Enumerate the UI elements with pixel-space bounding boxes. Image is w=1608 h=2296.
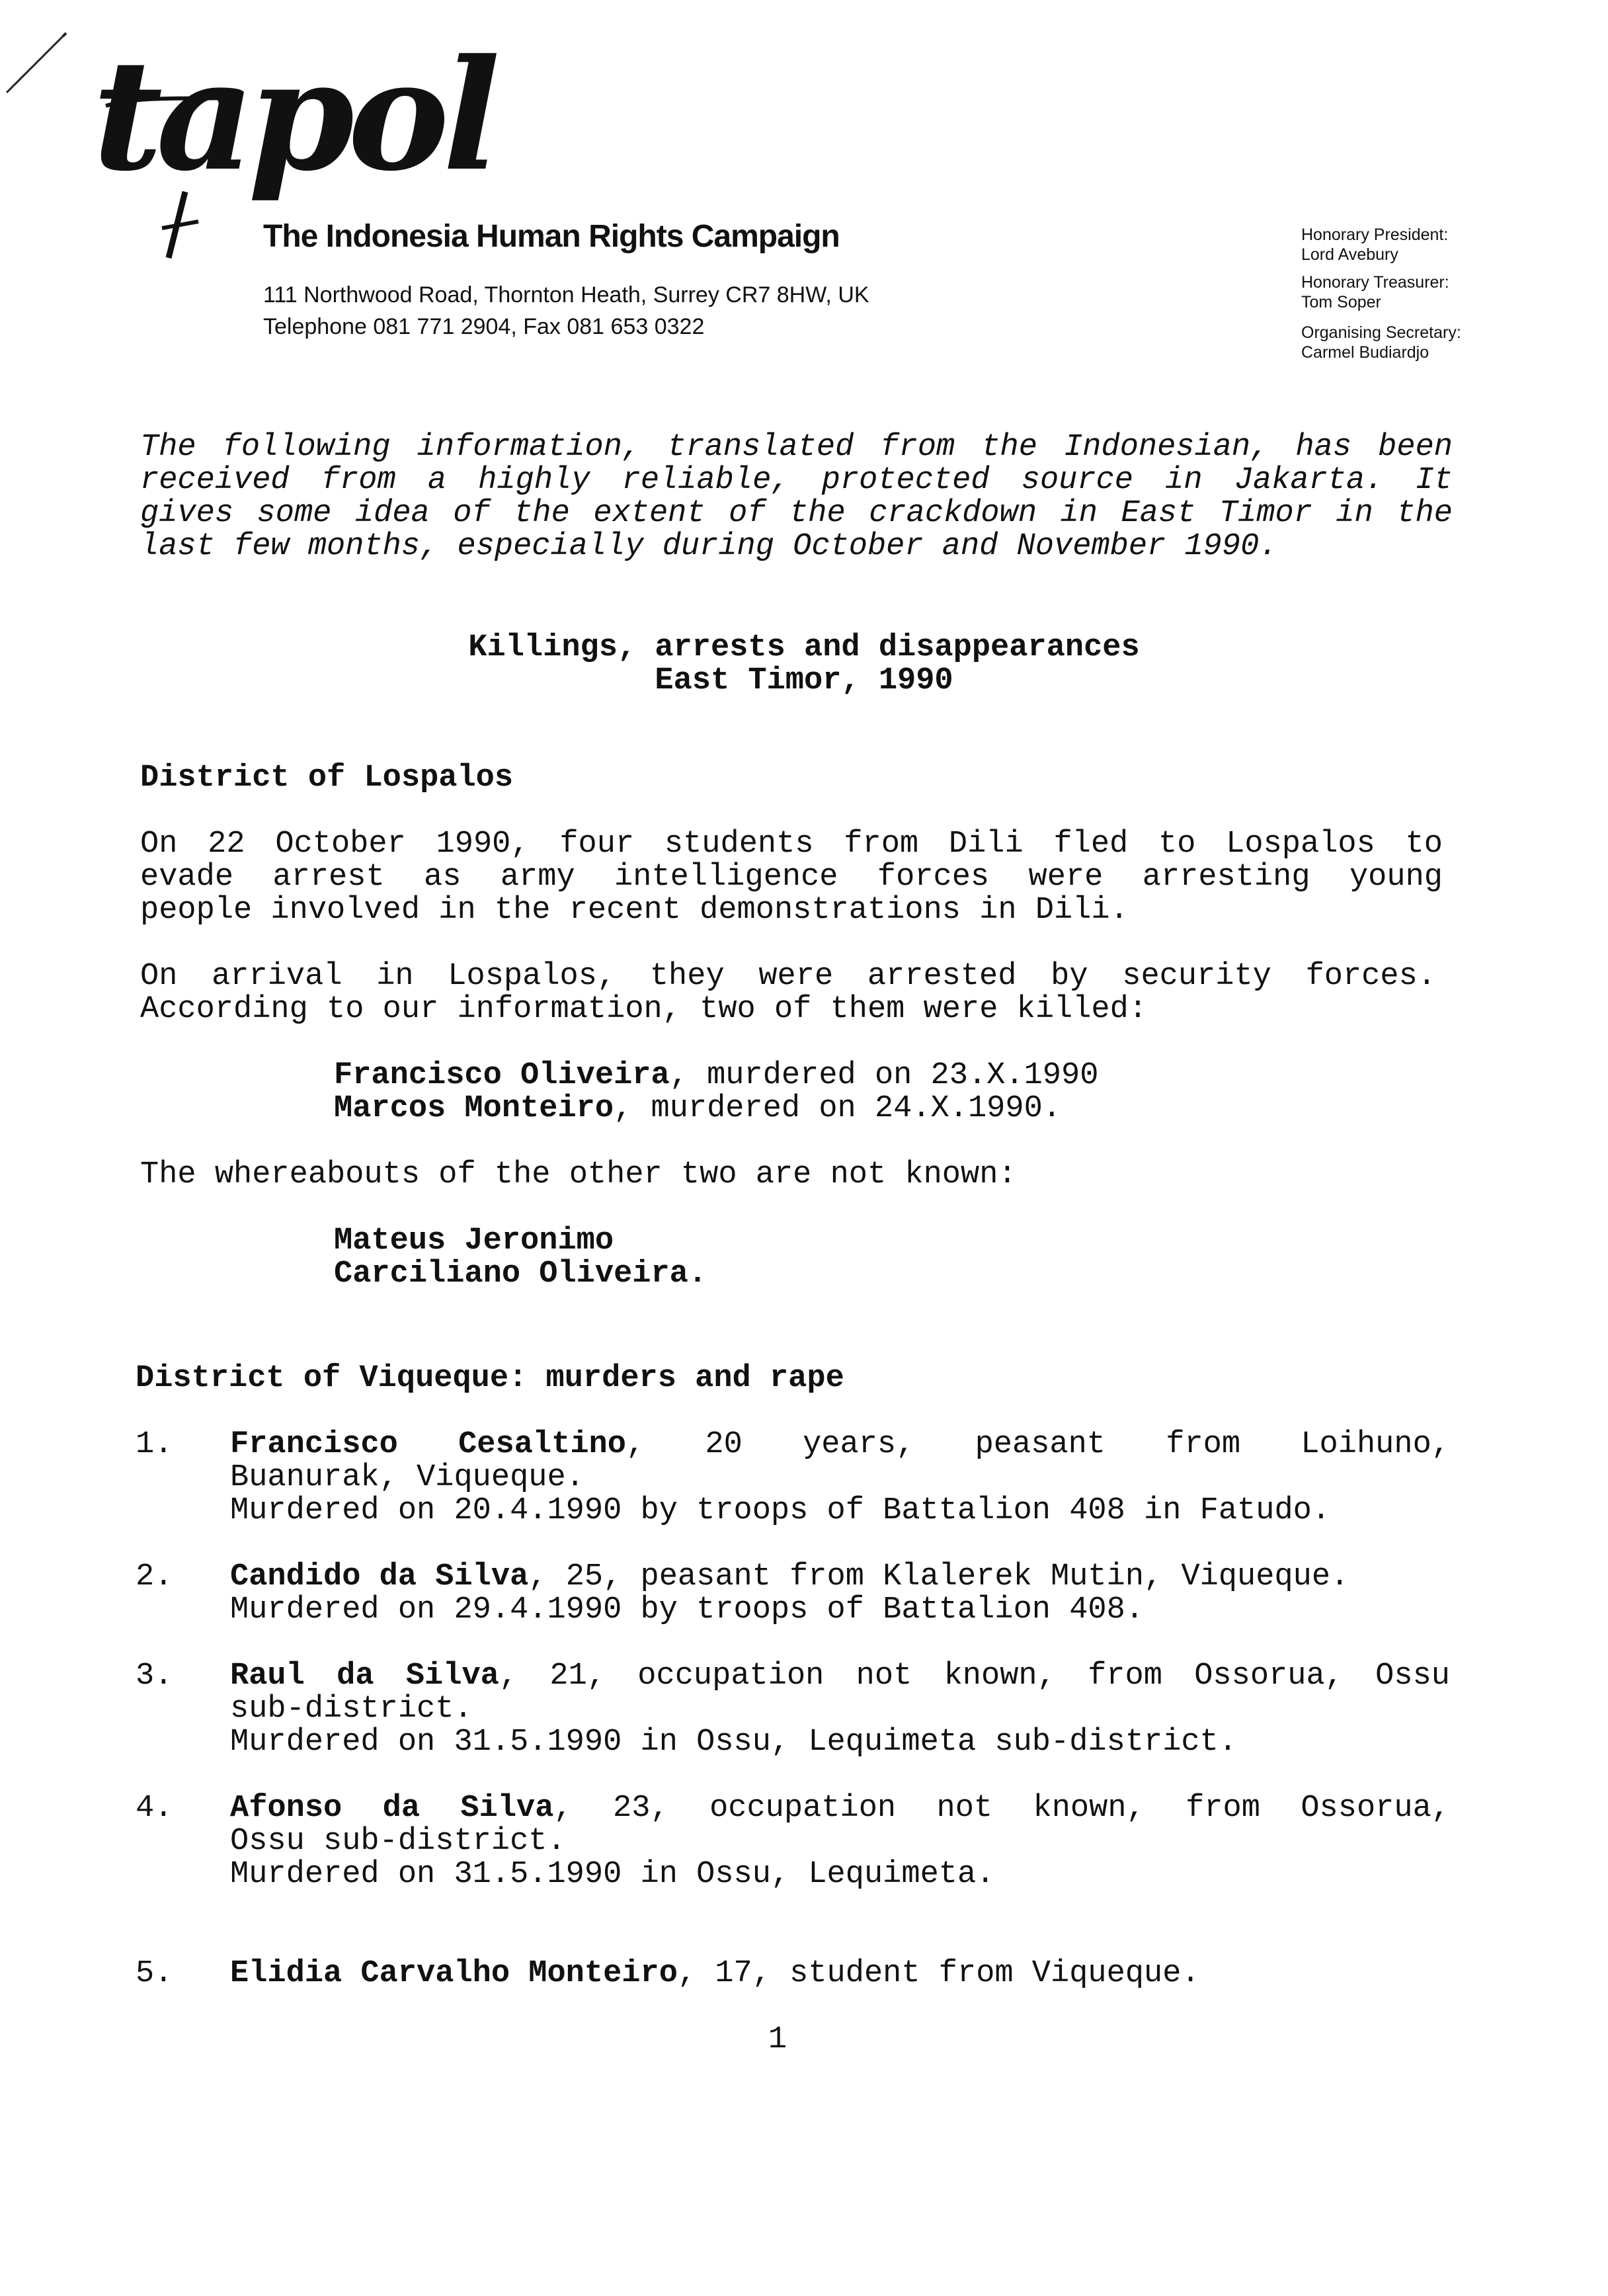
org-name: The Indonesia Human Rights Campaign	[263, 219, 840, 254]
item-line: Murdered on 29.4.1990 by troops of Battalion 408.	[230, 1592, 1145, 1627]
officer-role: Organising Secretary:	[1301, 323, 1461, 342]
lospalos-unknown-intro: The whereabouts of the other two are not known:	[140, 1157, 1017, 1192]
officer-role: Honorary President:	[1301, 226, 1449, 244]
item-body	[230, 1428, 1450, 1528]
item-line: sub-district.	[230, 1692, 473, 1727]
list-item	[334, 1059, 1098, 1092]
item-line	[230, 1428, 1450, 1461]
item-line: Buanurak, Viqueque.	[230, 1460, 584, 1495]
item-body	[230, 1957, 1450, 1990]
item-number: 2.	[136, 1559, 173, 1594]
officer-name: Lord Avebury	[1301, 245, 1398, 264]
person-detail: , 23, occupation not known, from Ossorua,	[553, 1791, 1450, 1826]
item-line: Ossu sub-district.	[230, 1824, 566, 1859]
person-detail: , 21, occupation not known, from Ossorua, Ossu	[499, 1659, 1450, 1694]
lospalos-killed-list	[334, 1059, 1098, 1126]
item-line: Murdered on 31.5.1990 in Ossu, Lequimeta.	[230, 1857, 995, 1892]
paragraph-line: people involved in the recent demonstrations in Dili.	[140, 893, 1129, 928]
person-name: Elidia Carvalho Monteiro	[230, 1956, 678, 1991]
item-line	[230, 1561, 1450, 1594]
paragraph-line: On 22 October 1990, four students from Dili fled to Lospalos to	[140, 827, 1443, 862]
paragraph-line: evade arrest as army intelligence forces were arresting young	[140, 860, 1443, 895]
person-detail: , murdered on 23.X.1990	[669, 1058, 1099, 1093]
officer-name: Carmel Budiardjo	[1301, 343, 1429, 362]
item-number: 3.	[136, 1659, 173, 1694]
section-heading-viqueque: District of Viqueque: murders and rape	[136, 1361, 844, 1396]
intro-paragraph	[140, 431, 1453, 563]
document-title	[0, 632, 1608, 698]
intro-line: last few months, especially during October and November 1990.	[140, 529, 1278, 564]
page-number: 1	[768, 2022, 787, 2057]
title-line-1: Killings, arrests and disappearances	[468, 630, 1140, 665]
letterhead	[0, 0, 1608, 397]
person-name: Francisco Oliveira	[334, 1058, 670, 1093]
item-number: 1.	[136, 1427, 173, 1462]
person-detail: , murdered on 24.X.1990.	[614, 1091, 1061, 1126]
officer-name: Tom Soper	[1301, 293, 1381, 311]
list-item	[334, 1092, 1098, 1126]
person-name: Afonso da Silva	[230, 1791, 554, 1826]
intro-line: received from a highly reliable, protected source in Jakarta. It	[140, 463, 1453, 498]
person-name: Carciliano Oliveira.	[334, 1256, 707, 1292]
lospalos-paragraph-1	[140, 828, 1443, 927]
logo-flourish	[99, 93, 271, 265]
org-address: 111 Northwood Road, Thornton Heath, Surrey CR7 8HW, UK	[263, 282, 869, 308]
org-telephone: Telephone 081 771 2904, Fax 081 653 0322	[263, 314, 705, 339]
person-detail: , 20 years, peasant from Loihuno,	[625, 1427, 1450, 1462]
person-detail: , 25, peasant from Klalerek Mutin, Viqueque.	[528, 1559, 1349, 1594]
paragraph-line: According to our information, two of them were killed:	[140, 992, 1148, 1027]
person-name: Raul da Silva	[230, 1659, 499, 1694]
section-heading-lospalos: District of Lospalos	[140, 760, 514, 796]
item-line	[230, 1660, 1450, 1693]
item-body	[230, 1561, 1450, 1627]
person-name: Francisco Cesaltino	[230, 1427, 626, 1462]
item-number: 5.	[136, 1956, 173, 1991]
lospalos-paragraph-2	[140, 960, 1436, 1026]
lospalos-unknown-list	[334, 1225, 707, 1291]
officer-role: Honorary Treasurer:	[1301, 273, 1449, 292]
item-number: 4.	[136, 1791, 173, 1826]
person-name: Mateus Jeronimo	[334, 1223, 614, 1258]
intro-line: The following information, translated from the Indonesian, has been	[140, 430, 1453, 465]
title-line-2: East Timor, 1990	[655, 663, 953, 698]
item-line	[230, 1957, 1450, 1990]
person-detail: , 17, student from Viqueque.	[677, 1956, 1200, 1991]
item-body	[230, 1792, 1450, 1891]
paragraph-line: On arrival in Lospalos, they were arrested by security forces.	[140, 959, 1436, 994]
tapol-logo: tapol	[93, 26, 494, 205]
item-line: Murdered on 31.5.1990 in Ossu, Lequimeta sub-district.	[230, 1725, 1238, 1760]
item-line: Murdered on 20.4.1990 by troops of Battalion 408 in Fatudo.	[230, 1493, 1331, 1528]
person-name: Candido da Silva	[230, 1559, 529, 1594]
pen-mark	[0, 26, 73, 99]
item-body	[230, 1660, 1450, 1759]
person-name: Marcos Monteiro	[334, 1091, 614, 1126]
intro-line: gives some idea of the extent of the crackdown in East Timor in the	[140, 496, 1453, 531]
officers-block	[1301, 225, 1500, 362]
item-line	[230, 1792, 1450, 1825]
